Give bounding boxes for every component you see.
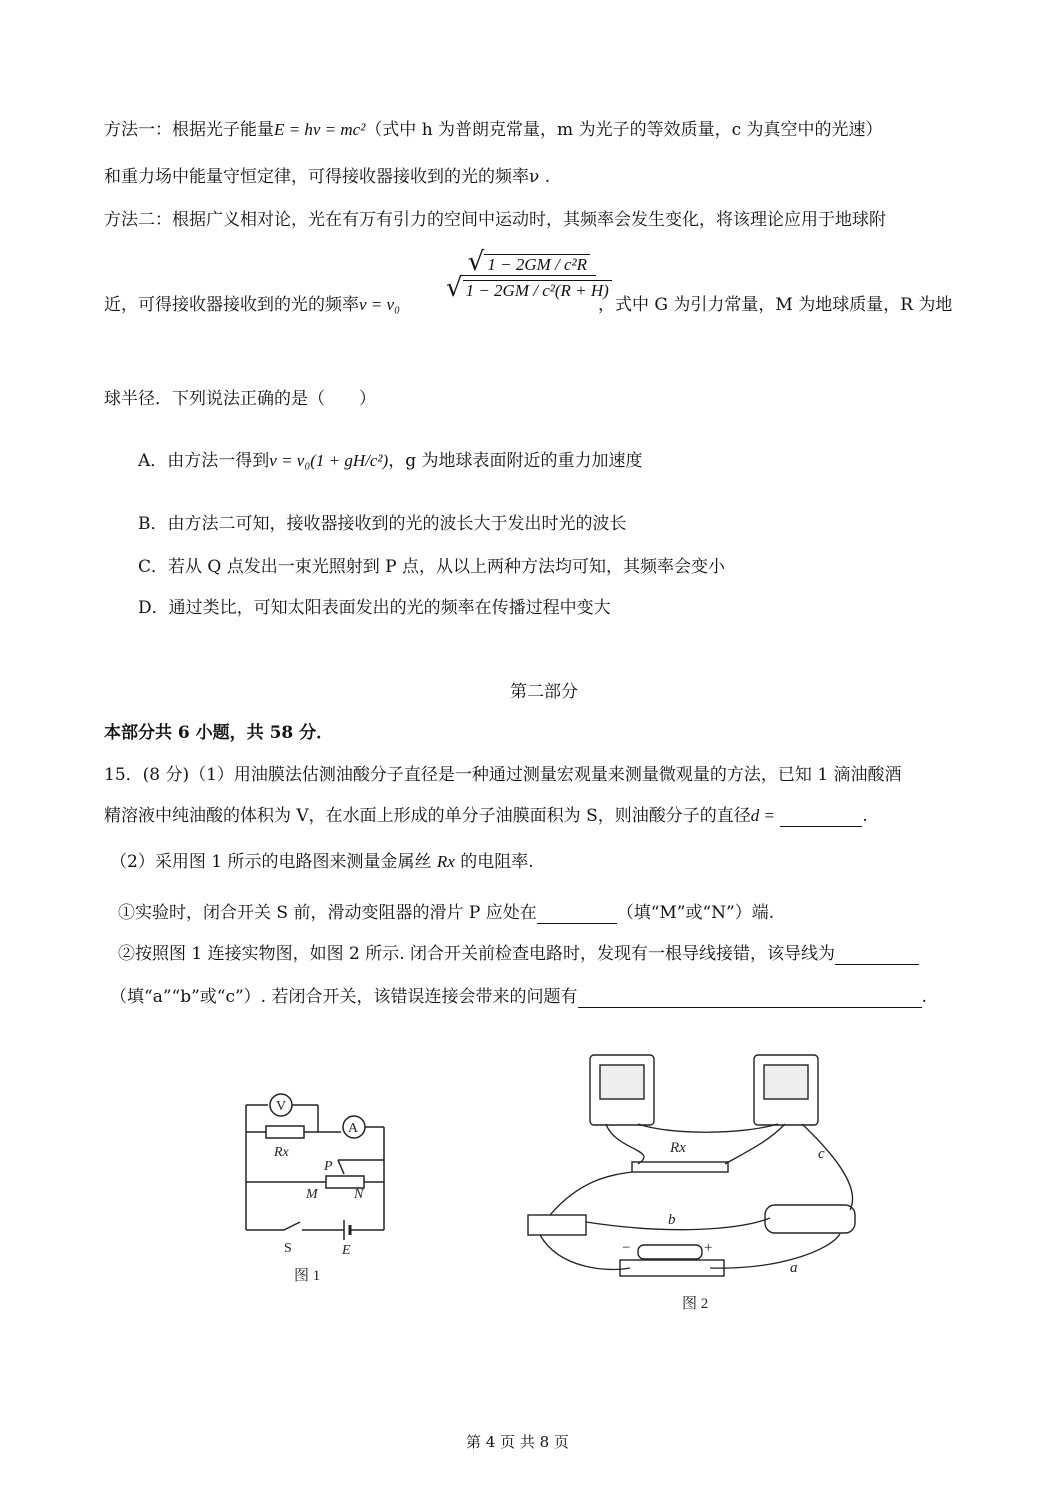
wire-switch-battery <box>540 1235 630 1269</box>
fig2-label-minus: − <box>622 1240 631 1256</box>
battery-board <box>620 1260 724 1276</box>
part2-intro: 本部分共 6 小题，共 58 分． <box>104 723 334 743</box>
diameter-var: d = <box>750 806 775 825</box>
rx-board <box>632 1162 728 1172</box>
fraction-denominator: 1 − 2GM / c²(R + H) <box>463 280 612 301</box>
method1-prefix: 方法一：根据光子能量 <box>104 120 274 140</box>
figure2-apparatus <box>520 1040 890 1330</box>
option-a <box>138 450 643 472</box>
photon-energy-formula: E = hν = mc² <box>274 120 366 139</box>
fig2-label-b: b <box>668 1212 676 1228</box>
option-c: C．若从 Q 点发出一束光照射到 P 点，从以上两种方法均可知，其频率会变小 <box>138 557 725 577</box>
q15-part2-suffix: 的电阻率. <box>460 852 534 872</box>
fig2-label-c: c <box>818 1146 825 1162</box>
fig1-label-a: A <box>348 1121 359 1136</box>
method2-line3: 球半径．下列说法正确的是（ ） <box>104 389 376 409</box>
switch-board <box>528 1215 586 1235</box>
q15-line1: 15．(8 分)（1）用油膜法估测油酸分子直径是一种通过测量宏观量来测量微观量的方法，已知 1 滴油酸酒 <box>104 765 902 785</box>
method1-line1 <box>104 119 883 141</box>
figure1-circuit <box>226 1080 406 1290</box>
q15-sub2-text: ②按照图 1 连接实物图，如图 2 所示. 闭合开关前检查电路时，发现有一根导线接错，该导线为 <box>118 944 836 964</box>
q15-line2 <box>104 805 868 827</box>
slider-end-blank[interactable] <box>537 905 617 924</box>
page-footer: 第 4 页 共 8 页 <box>466 1433 569 1451</box>
wire-a <box>710 1234 840 1268</box>
wire-switch-rx <box>550 1172 632 1215</box>
fraction-numerator: 1 − 2GM / c²R <box>484 254 590 275</box>
gr-fraction: $\frac{\text{√ 1 − 2GM / c²R}}{\text{√ 1 − 2GM / c²(R + H)}}$ <box>440 252 618 303</box>
q15-part2 <box>110 851 534 873</box>
q15-sub2-line2-text: （填“a”“b”或“c”）. 若闭合开关，该错误连接会带来的问题有 <box>110 987 578 1007</box>
fig2-label-a: a <box>790 1260 798 1276</box>
option-a-suffix: ，g 为地球表面附近的重力加速度 <box>388 451 643 471</box>
fig1-label-rx: Rx <box>274 1145 289 1160</box>
method2-line2-prefix <box>104 294 400 316</box>
problem-blank[interactable] <box>578 989 922 1008</box>
q15-line2-end: . <box>862 806 868 826</box>
rx-resistor <box>266 1126 304 1138</box>
fig1-label-v: V <box>276 1099 287 1114</box>
fig1-label-m: M <box>306 1187 318 1202</box>
q15-sub2-end: . <box>921 987 927 1007</box>
method1-suffix: （式中 h 为普朗克常量，m 为光子的等效质量，c 为真空中的光速） <box>365 120 883 140</box>
q15-line2-text: 精溶液中纯油酸的体积为 V，在水面上形成的单分子油膜面积为 S，则油酸分子的直径 <box>104 806 751 826</box>
wrong-wire-blank[interactable] <box>835 946 919 965</box>
method2-line1: 方法二：根据广义相对论，光在有万有引力的空间中运动时，其频率会发生变化，将该理论应用于地球附 <box>104 210 886 230</box>
fig1-caption: 图 1 <box>294 1268 321 1284</box>
wire-b <box>586 1218 770 1230</box>
option-d: D．通过类比，可知太阳表面发出的光的频率在传播过程中变大 <box>138 598 611 618</box>
method1-line2: 和重力场中能量守恒定律，可得接收器接收到的光的频率ν . <box>104 167 551 187</box>
diameter-answer-blank[interactable] <box>780 808 862 827</box>
switch-symbol <box>284 1222 300 1230</box>
q15-sub1-text: ①实验时，闭合开关 S 前，滑动变阻器的滑片 P 应处在 <box>118 903 537 923</box>
fig1-label-n: N <box>354 1187 364 1202</box>
option-a-formula: ν = ν₀(1 + gH/c²) <box>269 451 389 470</box>
q15-sub2-line1 <box>118 943 919 965</box>
fig1-label-p: P <box>324 1159 333 1174</box>
q15-part2-text: （2）采用图 1 所示的电路图来测量金属丝 <box>110 852 432 872</box>
rheostat-device <box>765 1205 855 1233</box>
fig2-label-rx: Rx <box>670 1140 686 1156</box>
method2-prefix-text: 近，可得接收器接收到的光的频率 <box>104 295 359 315</box>
wire-to-rx-right <box>725 1124 785 1164</box>
rx-var: Rx <box>436 852 455 871</box>
fig2-caption: 图 2 <box>682 1296 709 1312</box>
option-a-prefix: A．由方法一得到 <box>138 451 270 471</box>
fig1-label-s: S <box>284 1241 292 1256</box>
part2-heading: 第二部分 <box>510 682 578 702</box>
wire-to-rx-left <box>606 1124 644 1164</box>
option-b: B．由方法二可知，接收器接收到的光的波长大于发出时光的波长 <box>138 514 627 534</box>
fig1-label-e: E <box>342 1243 351 1258</box>
q15-sub1 <box>118 902 774 924</box>
q15-sub1-suffix: （填“M”或“N”）端. <box>616 903 775 923</box>
wire-c <box>802 1124 853 1210</box>
method2-line2-suffix: ，式中 G 为引力常量，M 为地球质量，R 为地 <box>598 295 953 315</box>
frequency-lhs: ν = ν₀ <box>359 295 400 314</box>
fig2-label-plus: + <box>704 1240 713 1256</box>
q15-sub2-line2 <box>110 986 927 1008</box>
